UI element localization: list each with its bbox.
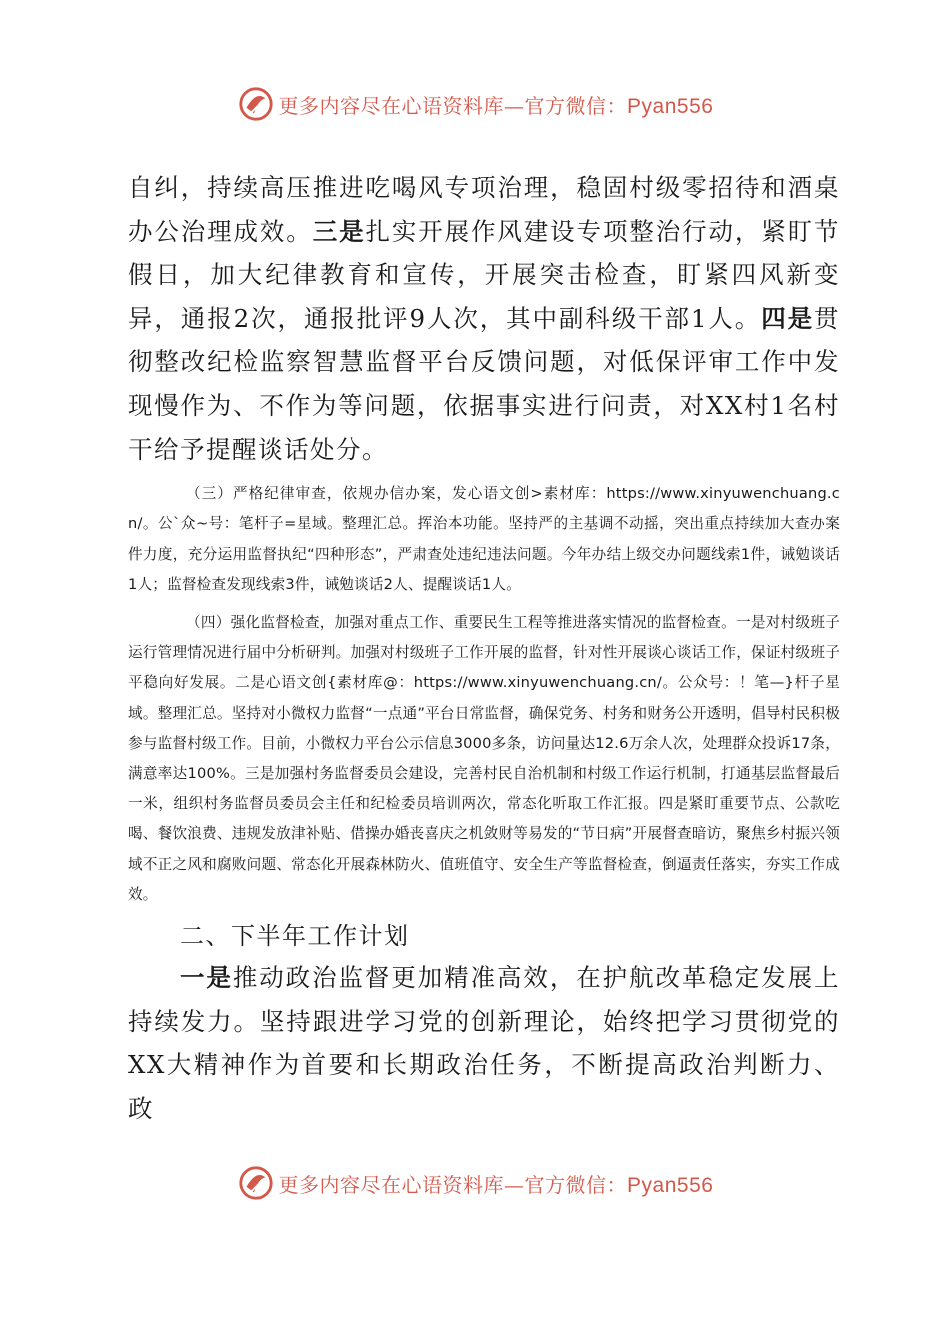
footer-watermark bbox=[0, 1161, 950, 1205]
paragraph-supervision: （四）强化监督检查，加强对重点工作、重要民生工程等推进落实情况的监督检查。一是对村级班子运行管理情况进行届中分析研判。加强对村级班子工作开展的监督，针对性开展谈心谈话工作，保证村级班子平稳向好发展。二是心语文创{素材库@：https://www.xinyuwenchuang.cn/。公众号：！笔—}杆子星域。整理汇总。坚持对小微权力监督“一点通”平台日常监督，确保党务、村务和财务公开透明，倡导村民积极参与监督村级工作。目前，小微权力平台公示信息3000多条，访问量达12.6万余人次，处理群众投诉17条，满意率达100%。三是加强村务监督委员会建设，完善村民自治机制和村级工作运行机制，打通基层监督最后一米，组织村务监督员委员会主任和纪检委员培训两次，常态化听取工作汇报。四是紧盯重要节点、公款吃喝、餐饮浪费、违规发放津补贴、借操办婚丧喜庆之机敛财等易发的“节日病”开展督查暗访，聚焦乡村振兴领域不正之风和腐败问题、常态化开展森林防火、值班值守、安全生产等监督检查，倒逼责任落实，夯实工作成效。 bbox=[128, 613, 840, 903]
document-body bbox=[128, 166, 840, 1130]
logo-icon bbox=[237, 85, 275, 123]
banner-text: 更多内容尽在心语资料库—官方微信：Pyan556 bbox=[278, 1172, 714, 1197]
paragraph-discipline-review: （三）严格纪律审查，依规办信办案，发心语文创>素材库：https://www.xinyuwenchuang.cn/。公`众~号：笔杆子=星域。整理汇总。挥治本功能。坚持严的主基调不动摇，突出重点持续加大查办案件力度，充分运用监督执纪“四种形态”，严肃查处违纪违法问题。今年办结上级交办问题线索1件，诫勉谈话1人；监督检查发现线索3件，诫勉谈话2人、提醒谈话1人。 bbox=[128, 485, 840, 593]
logo-icon bbox=[237, 1164, 275, 1202]
paragraph-continued: 自纠，持续高压推进吃喝风专项治理，稳固村级零招待和酒桌办公治理成效。三是扎实开展作风建设专项整治行动，紧盯节假日，加大纪律教育和宣传，开展突击检查，盯紧四风新变异，通报2次，通报批评9人次，其中副科级干部1人。四是贯彻整改纪检监察智慧监督平台反馈问题，对低保评审工作中发现慢作为、不作为等问题，依据事实进行问责，对XX村1名村干给予提醒谈话处分。 bbox=[128, 173, 841, 464]
header-watermark bbox=[0, 82, 950, 126]
paragraph-plan: 一是推动政治监督更加精准高效，在护航改革稳定发展上持续发力。坚持跟进学习党的创新理论，始终把学习贯彻党的XX大精神作为首要和长期政治任务，不断提高政治判断力、政 bbox=[128, 963, 841, 1123]
section-heading: 二、下半年工作计划 bbox=[180, 922, 410, 950]
banner-text: 更多内容尽在心语资料库—官方微信：Pyan556 bbox=[278, 93, 714, 118]
